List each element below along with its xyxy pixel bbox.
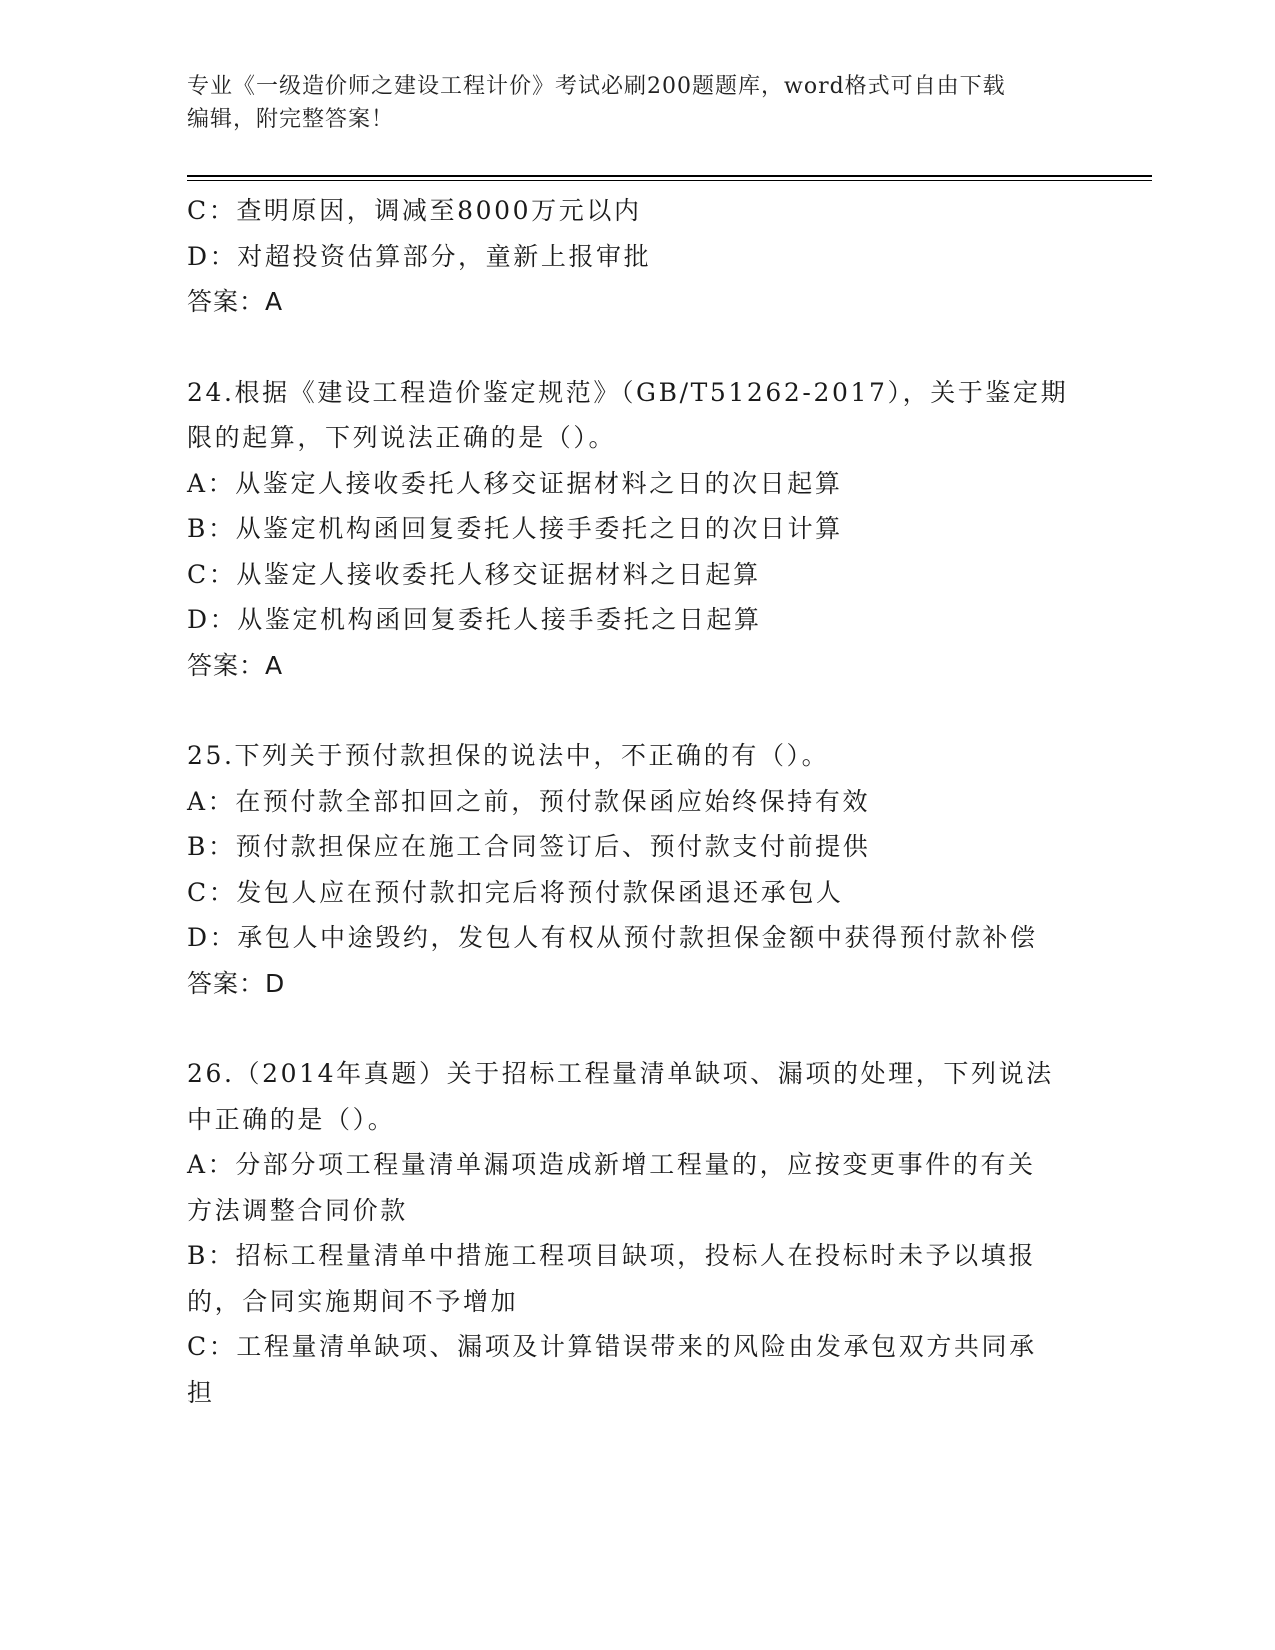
- option-c: C：从鉴定人接收委托人移交证据材料之日起算: [187, 559, 761, 589]
- question-24: [187, 370, 1087, 689]
- question-26: [187, 1051, 1087, 1415]
- header-rule-thin: [187, 180, 1152, 181]
- header-line-1: 专业《一级造价师之建设工程计价》考试必刷200题题库，word格式可自由下载: [187, 74, 1006, 99]
- answer-line: 答案：D: [187, 968, 286, 998]
- question-stem: 中正确的是（）。: [187, 1104, 396, 1134]
- question-stem: 25.下列关于预付款担保的说法中，不正确的有（）。: [187, 741, 830, 770]
- spacer: [187, 325, 1087, 370]
- option-a-continued: 方法调整合同价款: [187, 1195, 408, 1225]
- option-b: B：从鉴定机构函回复委托人接手委托之日的次日计算: [187, 514, 843, 543]
- option-b: B：预付款担保应在施工合同签订后、预付款支付前提供: [187, 832, 871, 861]
- answer-line: 答案：A: [187, 287, 284, 316]
- option-a: A：从鉴定人接收委托人移交证据材料之日的次日起算: [187, 468, 843, 498]
- spacer: [187, 1006, 1087, 1051]
- option-c: C：查明原因，调减至8000万元以内: [187, 196, 642, 225]
- option-d: D：从鉴定机构函回复委托人接手委托之日起算: [187, 605, 762, 634]
- document-body: [187, 188, 1087, 1415]
- option-c: C：发包人应在预付款扣完后将预付款保函退还承包人: [187, 877, 844, 907]
- question-25: [187, 733, 1087, 1006]
- spacer: [187, 688, 1087, 733]
- option-d: D：承包人中途毁约，发包人有权从预付款担保金额中获得预付款补偿: [187, 923, 1038, 952]
- page-header: [187, 70, 1067, 136]
- question-stem: 26.（2014年真题）关于招标工程量清单缺项、漏项的处理，下列说法: [187, 1059, 1054, 1088]
- answer-line: 答案：A: [187, 650, 284, 680]
- option-c-continued: 担: [187, 1377, 215, 1407]
- option-a: A：分部分项工程量清单漏项造成新增工程量的，应按变更事件的有关: [187, 1150, 1036, 1179]
- option-a: A：在预付款全部扣回之前，预付款保函应始终保持有效: [187, 786, 871, 816]
- header-line-2: 编辑，附完整答案！: [187, 107, 395, 132]
- question-stem: 24.根据《建设工程造价鉴定规范》（GB/T51262-2017），关于鉴定期: [187, 377, 1069, 407]
- option-d: D：对超投资估算部分，童新上报审批: [187, 241, 652, 271]
- option-b-continued: 的，合同实施期间不予增加: [187, 1286, 519, 1316]
- option-b: B：招标工程量清单中措施工程项目缺项，投标人在投标时未予以填报: [187, 1241, 1036, 1270]
- question-23-continued: [187, 188, 1087, 325]
- option-c: C：工程量清单缺项、漏项及计算错误带来的风险由发承包双方共同承: [187, 1332, 1037, 1361]
- header-rule-thick: [187, 175, 1152, 177]
- question-stem: 限的起算，下列说法正确的是（）。: [187, 423, 617, 452]
